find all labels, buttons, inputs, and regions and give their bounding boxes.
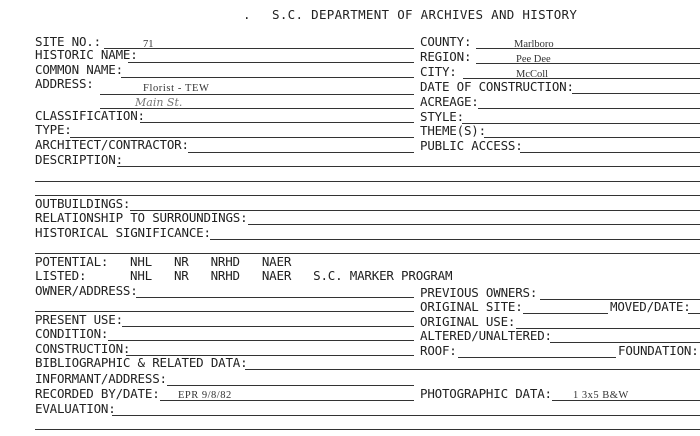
date-construction-label: DATE OF CONSTRUCTION:: [420, 79, 574, 94]
present-use-label: PRESENT USE:: [35, 312, 123, 327]
owner-address-line-2: [35, 311, 414, 312]
listed-label: LISTED:: [35, 268, 87, 283]
significance-line: [210, 239, 700, 240]
site-no-label: SITE NO.:: [35, 34, 101, 49]
owner-address-label: OWNER/ADDRESS:: [35, 283, 138, 298]
common-name-label: COMMON NAME:: [35, 62, 123, 77]
roof-line: [458, 357, 616, 358]
city-line: [463, 78, 700, 79]
classification-label: CLASSIFICATION:: [35, 108, 145, 123]
evaluation-line-2: [35, 429, 700, 430]
evaluation-line: [112, 415, 700, 416]
address-line: [100, 94, 414, 95]
architect-label: ARCHITECT/CONTRACTOR:: [35, 137, 189, 152]
moved-date-label: MOVED/DATE:: [610, 299, 691, 314]
bibliographic-label: BIBLIOGRAPHIC & RELATED DATA:: [35, 355, 248, 370]
header-dot: .: [243, 7, 251, 22]
significance-line-2: [35, 253, 700, 254]
region-label: REGION:: [420, 49, 472, 64]
date-construction-line: [572, 93, 700, 94]
recorded-by-value: EPR 9/8/82: [178, 390, 232, 401]
original-use-line: [516, 328, 700, 329]
moved-date-line: [688, 313, 700, 314]
address-line-2: [100, 108, 414, 109]
foundation-label: FOUNDATION:: [618, 343, 699, 358]
themes-line: [484, 137, 700, 138]
condition-line: [108, 340, 414, 341]
present-use-line: [122, 326, 414, 327]
style-label: STYLE:: [420, 109, 464, 124]
region-line: [476, 63, 700, 64]
county-line: [476, 48, 700, 49]
region-value: Pee Dee: [516, 54, 551, 65]
informant-line: [167, 385, 414, 386]
original-site-line: [523, 313, 608, 314]
type-line: [70, 137, 414, 138]
relationship-line: [248, 224, 700, 225]
address-label: ADDRESS:: [35, 76, 94, 91]
county-value: Marlboro: [514, 39, 554, 50]
form-title: S.C. DEPARTMENT OF ARCHIVES AND HISTORY: [272, 7, 578, 22]
original-use-label: ORIGINAL USE:: [420, 314, 516, 329]
public-access-line: [520, 152, 700, 153]
description-label: DESCRIPTION:: [35, 152, 123, 167]
significance-label: HISTORICAL SIGNIFICANCE:: [35, 225, 211, 240]
photographic-value: 1 3x5 B&W: [573, 390, 629, 401]
acreage-label: ACREAGE:: [420, 94, 479, 109]
historic-name-line: [128, 62, 414, 63]
description-line: [117, 166, 700, 167]
evaluation-label: EVALUATION:: [35, 401, 116, 416]
address-value: Florist - TEW: [143, 83, 210, 94]
altered-line: [550, 342, 700, 343]
common-name-line: [121, 77, 414, 78]
type-label: TYPE:: [35, 122, 72, 137]
style-line: [462, 123, 700, 124]
classification-line: [140, 122, 414, 123]
photographic-label: PHOTOGRAPHIC DATA:: [420, 386, 552, 401]
site-no-line: [104, 48, 414, 49]
roof-label: ROOF:: [420, 343, 457, 358]
photographic-line: [552, 400, 700, 401]
construction-line: [126, 355, 414, 356]
county-label: COUNTY:: [420, 34, 472, 49]
outbuildings-label: OUTBUILDINGS:: [35, 196, 131, 211]
outbuildings-line: [130, 210, 700, 211]
description-line-3: [35, 195, 700, 196]
original-site-label: ORIGINAL SITE:: [420, 299, 523, 314]
relationship-label: RELATIONSHIP TO SURROUNDINGS:: [35, 210, 248, 225]
previous-owners-line: [540, 299, 700, 300]
bibliographic-line: [245, 369, 700, 370]
potential-label: POTENTIAL:: [35, 254, 109, 269]
altered-label: ALTERED/UNALTERED:: [420, 328, 552, 343]
themes-label: THEME(S):: [420, 123, 486, 138]
historic-name-label: HISTORIC NAME:: [35, 47, 138, 62]
recorded-by-line: [160, 400, 414, 401]
architect-line: [188, 152, 414, 153]
public-access-label: PUBLIC ACCESS:: [420, 138, 523, 153]
condition-label: CONDITION:: [35, 326, 109, 341]
informant-label: INFORMANT/ADDRESS:: [35, 371, 167, 386]
address-handwritten: Main St.: [135, 96, 183, 109]
construction-label: CONSTRUCTION:: [35, 341, 131, 356]
city-label: CITY:: [420, 64, 457, 79]
city-value: McColl: [516, 69, 549, 80]
owner-address-line: [136, 297, 414, 298]
recorded-by-label: RECORDED BY/DATE:: [35, 386, 160, 401]
description-line-2: [35, 181, 700, 182]
site-no-value: 71: [143, 39, 154, 50]
listed-options: NHL NR NRHD NAER S.C. MARKER PROGRAM: [130, 268, 453, 283]
acreage-line: [478, 108, 700, 109]
potential-options: NHL NR NRHD NAER: [130, 254, 292, 269]
previous-owners-label: PREVIOUS OWNERS:: [420, 285, 538, 300]
